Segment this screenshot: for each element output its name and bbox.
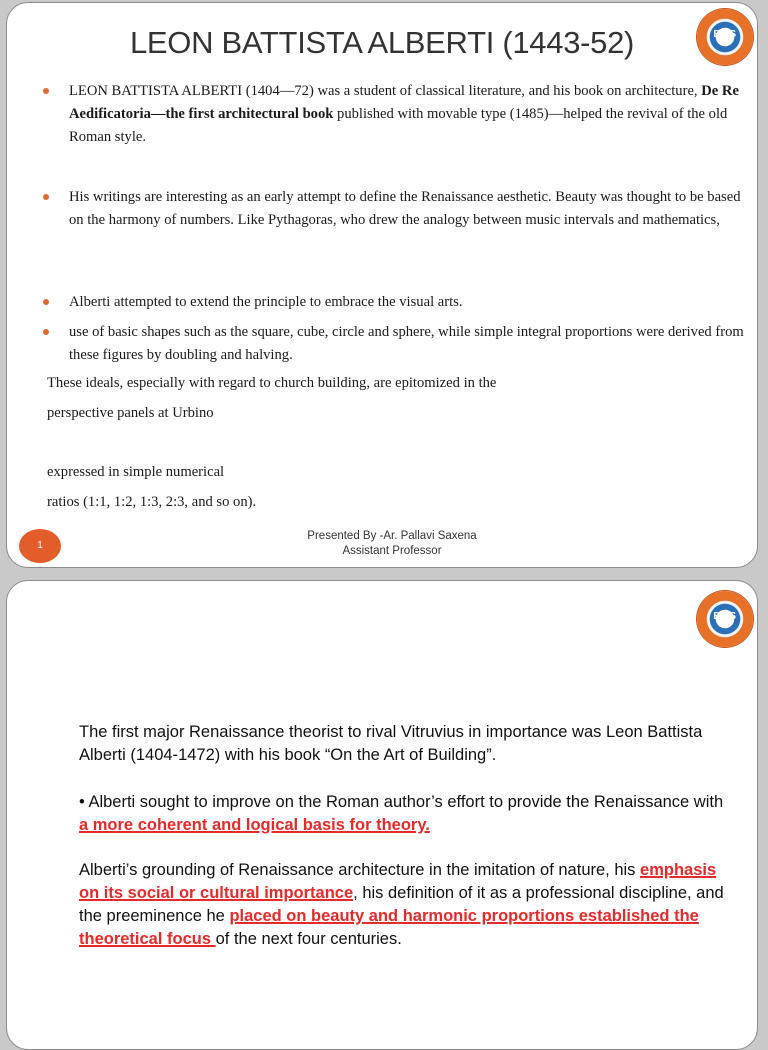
presenter-footer: [237, 529, 547, 559]
paragraph-3: [79, 859, 729, 951]
bullet-list-1: [35, 80, 747, 149]
plain-line-2: perspective panels at Urbino: [47, 405, 214, 421]
plain-line-1: These ideals, especially with regard to church building, are epitomized in the: [47, 375, 497, 391]
paragraph-1-text: The first major Renaissance theorist to rival Vitruvius in importance was Leon Battista Alberti (1404-: [79, 723, 703, 764]
paragraph-3-text-3: of the next four centuries.: [215, 930, 402, 948]
bullet-list-3: [35, 291, 747, 314]
bullet-item-3: Alberti attempted to extend the principle to embrace the visual arts.: [35, 291, 747, 314]
bgs-logo-icon: [697, 9, 753, 65]
slide-1: [6, 2, 758, 568]
bullet-item-1: [35, 80, 747, 149]
bullet-1-rest: published with movable type (1485)—helped the revival of the old Roman style.: [69, 106, 728, 145]
bullet-1-bold: De Re Aedificatoria—the first architectural book: [69, 83, 739, 122]
footer-role: Assistant Professor: [342, 545, 442, 557]
plain-line-3: expressed in simple numerical: [47, 464, 225, 480]
paragraph-2-highlight: a more coherent and logical basis for theory.: [79, 816, 430, 834]
page-number-badge: 1: [19, 529, 61, 563]
footer-presenter: Presented By -Ar. Pallavi Saxena: [307, 530, 477, 542]
paragraph-3-highlight-2: placed on beauty and harmonic proportions established the theoretical focus: [79, 907, 699, 948]
plain-line-4: ratios (1:1, 1:2, 1:3, 2:3, and so on).: [47, 494, 257, 510]
bullet-1-text: LEON BATTISTA ALBERTI (1404—72) was a student of classical literature, and his book on architecture,: [69, 83, 702, 99]
slide-2: [6, 580, 758, 1050]
paragraph-2: [79, 791, 729, 837]
bullet-item-4: use of basic shapes such as the square, cube, circle and sphere, while simple integral proportions were derived from these figures by doubling and halving.: [35, 321, 747, 367]
paragraph-1: [79, 721, 729, 767]
bullet-list-4: [35, 321, 747, 367]
logo-text: BGS: [713, 29, 737, 40]
paragraph-3-text-2: , his definition of it as a professional discipline, and the preeminence he: [79, 884, 724, 925]
bgs-logo-icon: [697, 591, 753, 647]
bullet-list-2: [35, 186, 747, 232]
bullet-item-2: His writings are interesting as an early attempt to define the Renaissance aesthetic. Beauty was thought to be based on the harmony of numbers. Like Pythagoras, who drew the analogy between music intervals and mathematics,: [35, 186, 747, 232]
slide-title: LEON BATTISTA ALBERTI (1443-52): [129, 25, 635, 60]
paragraph-3-highlight-1: emphasis on its social or cultural importance: [79, 861, 717, 902]
logo-text: BGS: [713, 611, 737, 622]
paragraph-2-text: • Alberti sought to improve on the Roman author’s effort to provide the Renaissance with: [79, 793, 724, 811]
paragraph-1-book: 1472) with his book “On the Art of Building”.: [178, 746, 497, 764]
paragraph-3-text: Alberti’s grounding of Renaissance architecture in the imitation of nature, his: [79, 861, 641, 879]
